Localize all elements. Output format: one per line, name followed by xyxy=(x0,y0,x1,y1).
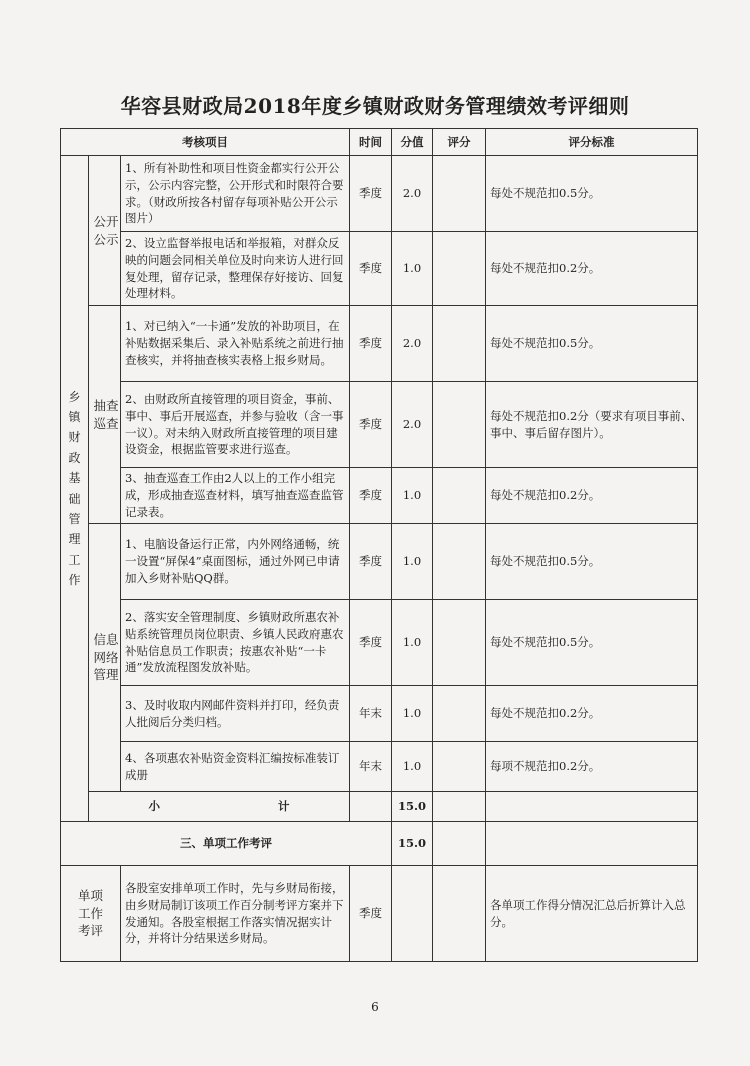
page-number: 6 xyxy=(371,1000,379,1014)
single-standard: 各单项工作得分情况汇总后折算计入总分。 xyxy=(486,866,698,962)
evaluation-table xyxy=(60,128,698,962)
row-text: 1、电脑设备运行正常，内外网络通畅，统一设置“屏保4”桌面图标，通过外网已申请加入乡财补贴QQ群。 xyxy=(121,524,350,600)
table-row xyxy=(61,686,698,742)
subtotal-rating[interactable] xyxy=(433,792,486,822)
row-rating[interactable] xyxy=(433,156,486,232)
single-work-row xyxy=(61,866,698,962)
section3-score: 15.0 xyxy=(392,822,433,866)
section3-rating[interactable] xyxy=(433,822,486,866)
row-time: 季度 xyxy=(350,232,392,306)
row-time: 年末 xyxy=(350,686,392,742)
row-score: 1.0 xyxy=(392,600,433,686)
group-network-text: 信息网络管理 xyxy=(93,632,119,683)
table-row xyxy=(61,468,698,524)
row-rating[interactable] xyxy=(433,232,486,306)
single-category-text: 单项工作考评 xyxy=(77,888,103,939)
row-standard: 每处不规范扣0.5分。 xyxy=(486,600,698,686)
table-row xyxy=(61,156,698,232)
row-time: 季度 xyxy=(350,524,392,600)
single-score xyxy=(392,866,433,962)
row-text: 2、落实安全管理制度、乡镇财政所惠农补贴系统管理员岗位职责、乡镇人民政府惠农补贴信息员工作职责；按惠农补贴“一卡通”发放流程图发放补贴。 xyxy=(121,600,350,686)
header-score: 分值 xyxy=(392,129,433,156)
table-row xyxy=(61,524,698,600)
row-time: 季度 xyxy=(350,600,392,686)
header-rating: 评分 xyxy=(433,129,486,156)
subtotal-label xyxy=(89,792,350,822)
row-text: 1、对已纳入“一卡通”发放的补助项目，在补贴数据采集后、录入补贴系统之前进行抽查核实，并将抽查核实表格上报乡财局。 xyxy=(121,306,350,382)
row-text: 2、由财政所直接管理的项目资金，事前、事中、事后开展巡查，并参与验收（含一事一议）。对未纳入财政所直接管理的项目建设资金，根据监管要求进行巡查。 xyxy=(121,382,350,468)
row-rating[interactable] xyxy=(433,686,486,742)
row-time: 季度 xyxy=(350,382,392,468)
row-score: 1.0 xyxy=(392,686,433,742)
table-row xyxy=(61,382,698,468)
table-header-row xyxy=(61,129,698,156)
subtotal-label-a: 小 xyxy=(148,799,160,814)
row-rating[interactable] xyxy=(433,468,486,524)
row-score: 1.0 xyxy=(392,742,433,792)
row-score: 2.0 xyxy=(392,306,433,382)
row-text: 1、所有补助性和项目性资金都实行公开公示，公示内容完整，公开形式和时限符合要求。（财政所按各村留存每项补贴公开公示图片） xyxy=(121,156,350,232)
subtotal-score: 15.0 xyxy=(392,792,433,822)
row-standard: 每处不规范扣0.5分。 xyxy=(486,524,698,600)
single-time: 季度 xyxy=(350,866,392,962)
single-text: 各股室安排单项工作时，先与乡财局衔接，由乡财局制订该项工作百分制考评方案并下发通知。各股室根据工作落实情况据实计分，并将计分结果送乡财局。 xyxy=(121,866,350,962)
row-rating[interactable] xyxy=(433,382,486,468)
row-standard: 每处不规范扣0.5分。 xyxy=(486,156,698,232)
row-text: 4、各项惠农补贴资金资料汇编按标准装订成册 xyxy=(121,742,350,792)
section-main-label xyxy=(61,156,89,822)
section-main-text: 乡镇财政基础管理工作 xyxy=(68,389,81,588)
row-rating[interactable] xyxy=(433,742,486,792)
header-item: 考核项目 xyxy=(61,129,350,156)
header-standard: 评分标准 xyxy=(486,129,698,156)
group-publicity-text: 公开公示 xyxy=(93,214,119,247)
row-time: 年末 xyxy=(350,742,392,792)
row-rating[interactable] xyxy=(433,306,486,382)
subtotal-label-b: 计 xyxy=(278,799,290,814)
row-standard: 每处不规范扣0.2分（要求有项目事前、事中、事后留存图片）。 xyxy=(486,382,698,468)
row-score: 1.0 xyxy=(392,232,433,306)
table-row xyxy=(61,742,698,792)
row-time: 季度 xyxy=(350,468,392,524)
section3-row xyxy=(61,822,698,866)
row-score: 2.0 xyxy=(392,382,433,468)
row-text: 3、及时收取内网邮件资料并打印，经负责人批阅后分类归档。 xyxy=(121,686,350,742)
row-rating[interactable] xyxy=(433,524,486,600)
header-time: 时间 xyxy=(350,129,392,156)
single-rating[interactable] xyxy=(433,866,486,962)
table-row xyxy=(61,232,698,306)
table-row xyxy=(61,600,698,686)
row-text: 3、抽查巡查工作由2人以上的工作小组完成，形成抽查巡查材料，填写抽查巡查监管记录表。 xyxy=(121,468,350,524)
group-inspection xyxy=(89,306,121,524)
row-standard: 每处不规范扣0.2分。 xyxy=(486,686,698,742)
row-standard: 每处不规范扣0.2分。 xyxy=(486,468,698,524)
row-score: 1.0 xyxy=(392,524,433,600)
row-score: 2.0 xyxy=(392,156,433,232)
row-standard: 每项不规范扣0.2分。 xyxy=(486,742,698,792)
section3-label: 三、单项工作考评 xyxy=(61,822,392,866)
row-score: 1.0 xyxy=(392,468,433,524)
table-row xyxy=(61,306,698,382)
row-time: 季度 xyxy=(350,306,392,382)
row-rating[interactable] xyxy=(433,600,486,686)
subtotal-row xyxy=(61,792,698,822)
row-standard: 每处不规范扣0.5分。 xyxy=(486,306,698,382)
group-network xyxy=(89,524,121,792)
group-inspection-text: 抽查巡查 xyxy=(93,398,119,431)
row-time: 季度 xyxy=(350,156,392,232)
page-title: 华容县财政局2018年度乡镇财政财务管理绩效考评细则 xyxy=(120,94,630,118)
single-category xyxy=(61,866,121,962)
row-standard: 每处不规范扣0.2分。 xyxy=(486,232,698,306)
group-publicity xyxy=(89,156,121,306)
row-text: 2、设立监督举报电话和举报箱，对群众反映的问题会同相关单位及时向来访人进行回复处理，留存记录，整理保存好接访、回复处理材料。 xyxy=(121,232,350,306)
